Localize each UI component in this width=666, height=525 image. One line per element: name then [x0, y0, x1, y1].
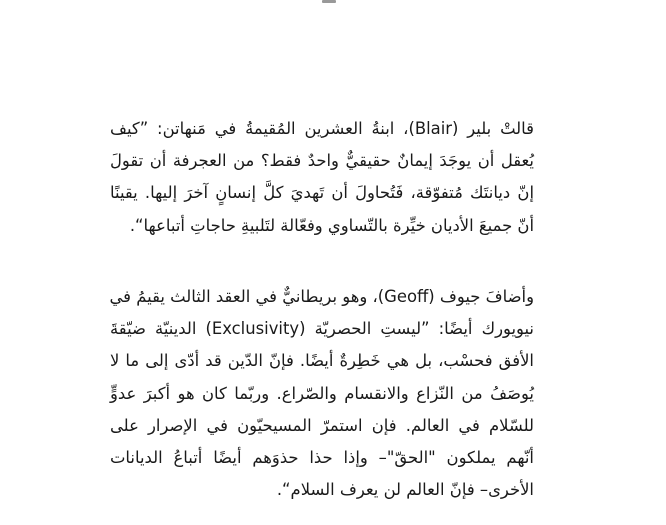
page-edge-mark: [322, 0, 336, 3]
paragraph-line: للسّلام في العالم. فإن استمرّ المسيحيّون في الإصرار على: [110, 415, 534, 435]
paragraph-blair-quote: [110, 113, 534, 242]
paragraph-line: أنّ جميعَ الأديان خيِّرة بالتّساوي وفعّالة لتَلبيةِ حاجاتِ أتباعها“.: [129, 215, 534, 235]
paragraph-line: يُوصَفُ من النّزاع والانقسام والصّراع. وربّما كان هو أكبرَ عدوٍّ: [110, 383, 534, 403]
paragraph-line: قالتْ بلير (Blair)، ابنةُ العشرين المُقيمةُ في مَنهاتن: ”كيف: [110, 119, 534, 138]
paragraph-line: وأضافَ جيوف (Geoff)، وهو بريطانيٌّ في العقد الثالث يقيمُ في: [109, 287, 534, 306]
paragraph-line: إنّ ديانتَك مُتفوّقة، فَتُحاولَ أن تَهديَ كلَّ إنسانٍ آخرَ إليها. يقينًا: [110, 183, 534, 203]
paragraph-line: نيويورك أيضًا: ”ليستِ الحصريّة (Exclusivity) الدينيّة ضيّقةَ: [110, 319, 534, 339]
paragraph-line: يُعقل أن يوجَدَ إيمانٌ حقيقيٌّ واحدٌ فقط؟ من العجرفة أن تقولَ: [110, 151, 534, 171]
paragraph-line: الأخرى– فإنّ العالم لن يعرف السلام“.: [276, 480, 534, 500]
paragraph-line: أنّهم يملكون "الحقّ"– وإذا حذا حذوَهم أيضًا أتباعُ الديانات: [110, 448, 534, 468]
paragraph-geoff-quote: [110, 281, 534, 506]
paragraph-line: الأفق فحسْب، بل هي خَطِرةٌ أيضًا. فإنّ الدّين قد أدّى إلى ما لا: [110, 351, 534, 371]
